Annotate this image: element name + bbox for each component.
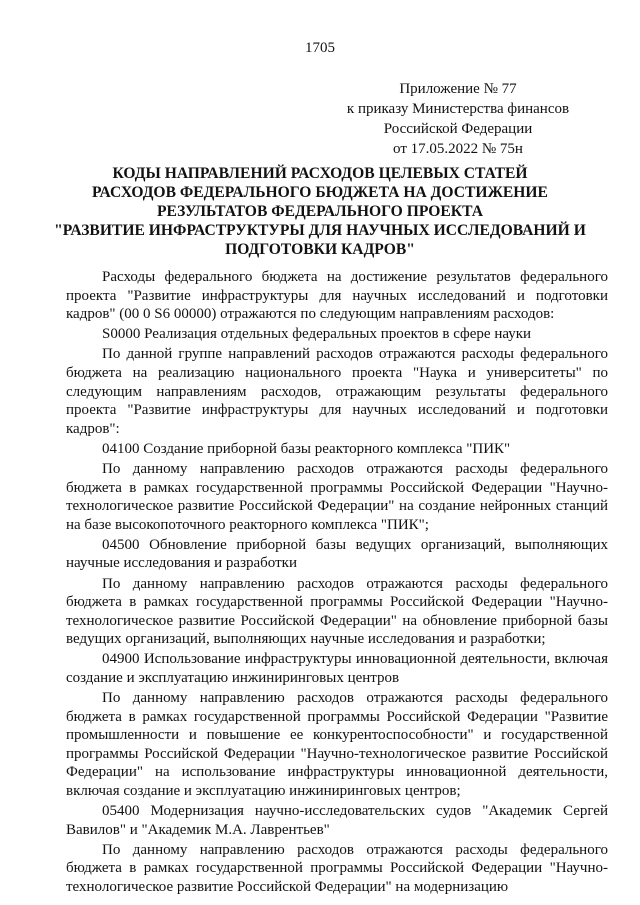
appendix-line: Российской Федерации	[383, 121, 533, 137]
page-number: 1705	[305, 40, 335, 56]
direction-code-heading: S0000 Реализация отдельных федеральных проектов в сфере науки	[102, 326, 532, 343]
body-paragraph: По данному направлению расходов отражаются расходы федерального бюджета в рамках государственной программы Российской Федерации "Научно-технологическое развитие Российской Федерации" на создание нейронных станций на базе высокопоточного реакторного комплекса "ПИК";	[66, 460, 608, 533]
document-title	[40, 164, 600, 259]
title-line: КОДЫ НАПРАВЛЕНИЙ РАСХОДОВ ЦЕЛЕВЫХ СТАТЕЙ	[112, 165, 528, 182]
appendix-block	[338, 79, 578, 159]
direction-code-heading: 04900 Использование инфраструктуры инновационной деятельности, включая создание и эксплуатацию инжиниринговых центров	[66, 651, 608, 686]
direction-code-heading: 05400 Модернизация научно-исследовательских судов "Академик Сергей Вавилов" и "Академик М.А. Лаврентьев"	[66, 803, 608, 838]
document-body	[66, 268, 608, 898]
appendix-line: от 17.05.2022 № 75н	[393, 141, 523, 157]
body-paragraph: По данному направлению расходов отражаются расходы федерального бюджета в рамках государственной программы Российской Федерации "Научно-технологическое развитие Российской Федерации" на модернизацию	[66, 841, 608, 895]
body-paragraph: Расходы федерального бюджета на достижение результатов федерального проекта "Развитие инфраструктуры для научных исследований и подготовки кадров" (00 0 S6 00000) отражаются по следующим направлениям расходов:	[66, 269, 608, 323]
appendix-line: Приложение № 77	[399, 81, 517, 97]
body-paragraph: По данному направлению расходов отражаются расходы федерального бюджета в рамках государственной программы Российской Федерации "Развитие промышленности и повышение ее конкурентоспособности" и государственной программы Российской Федерации "Научно-технологическое развитие Российской Федерации" на использование инфраструктуры инновационной деятельности, включая создание и эксплуатацию инжиниринговых центров;	[66, 690, 608, 800]
body-paragraph: По данной группе направлений расходов отражаются расходы федерального бюджета на реализацию национального проекта "Наука и университеты" по следующим направлениям расходов, отражающим результаты федерального проекта "Развитие инфраструктуры для научных исследований и подготовки кадров":	[66, 346, 608, 437]
direction-code-heading: 04100 Создание приборной базы реакторного комплекса "ПИК"	[102, 440, 511, 457]
title-line: ПОДГОТОВКИ КАДРОВ"	[225, 241, 415, 258]
direction-code-heading: 04500 Обновление приборной базы ведущих организаций, выполняющих научные исследования и разработки	[66, 536, 608, 572]
title-line: "РАЗВИТИЕ ИНФРАСТРУКТУРЫ ДЛЯ НАУЧНЫХ ИССЛЕДОВАНИЙ И	[54, 222, 586, 239]
title-line: РАСХОДОВ ФЕДЕРАЛЬНОГО БЮДЖЕТА НА ДОСТИЖЕНИЕ	[92, 184, 548, 201]
body-paragraph: По данному направлению расходов отражаются расходы федерального бюджета в рамках государственной программы Российской Федерации "Научно-технологическое развитие Российской Федерации" на обновление приборной базы ведущих организаций, выполняющих научные исследования и разработки;	[66, 575, 608, 648]
title-line: РЕЗУЛЬТАТОВ ФЕДЕРАЛЬНОГО ПРОЕКТА	[157, 203, 483, 220]
appendix-line: к приказу Министерства финансов	[346, 101, 570, 117]
